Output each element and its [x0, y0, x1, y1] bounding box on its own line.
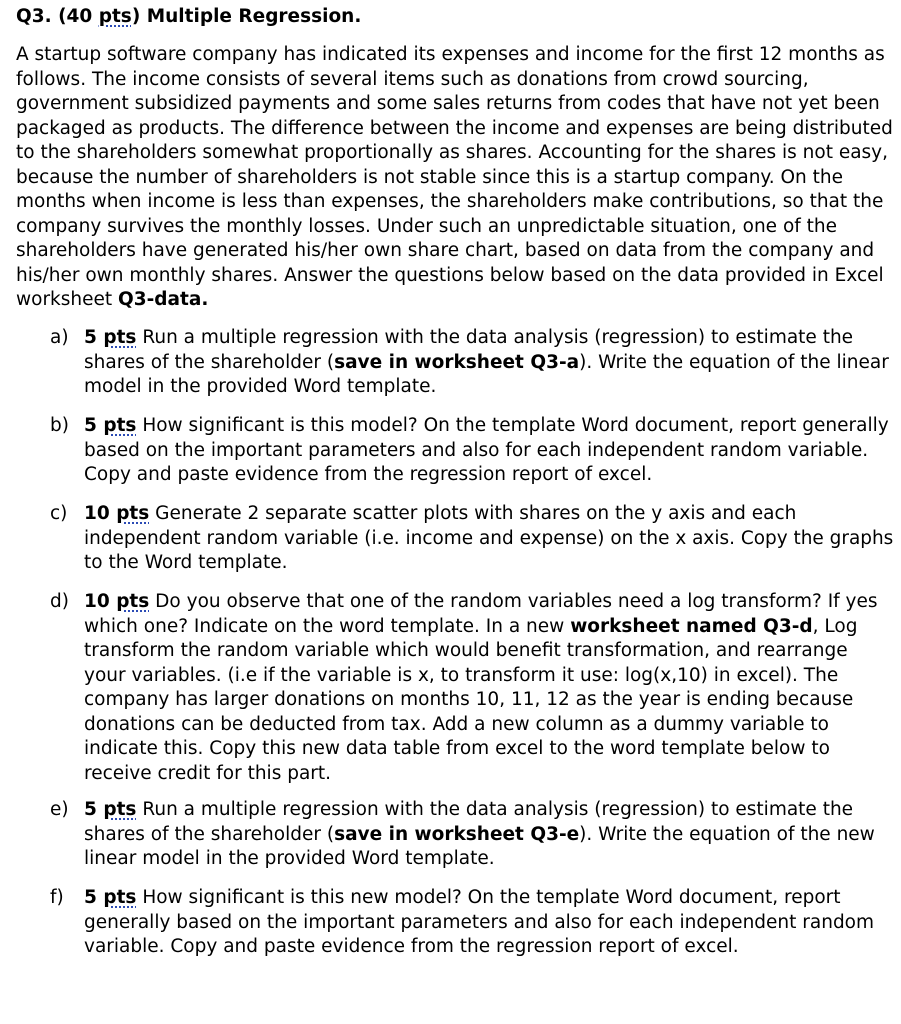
worksheet-name: save in worksheet Q3-e — [334, 823, 580, 845]
question-line: based on the important parameters and also for each independent random variable. — [84, 439, 869, 461]
intro-line — [16, 288, 208, 312]
question-text: Do you observe that one of the random variables need a log transform? If yes — [149, 591, 878, 612]
question-line — [84, 615, 857, 639]
question-text: ). Write the equation of the linear — [579, 351, 889, 373]
intro-line: company survives the monthly losses. Under such an unpredictable situation, one of the — [16, 215, 838, 237]
question-line: model in the provided Word template. — [84, 376, 437, 397]
points-number: 5 — [84, 327, 104, 348]
points-number: 5 — [84, 415, 104, 436]
intro-line: months when income is less than expenses, the shareholders make contributions, so that the — [16, 191, 884, 212]
worksheet-name: Q3-data. — [118, 289, 209, 310]
question-line — [84, 326, 853, 350]
question-text: How significant is this model? On the template Word document, report generally — [136, 415, 889, 436]
worksheet-name: save in worksheet Q3-a — [334, 351, 580, 373]
question-letter: a) — [50, 327, 69, 348]
question-text: , Log — [812, 615, 858, 637]
title-suffix: ) Multiple Regression. — [131, 6, 362, 27]
question-letter: d) — [50, 591, 69, 612]
question-line — [84, 414, 889, 438]
question-line: linear model in the provided Word template. — [84, 848, 495, 869]
intro-line: government subsidized payments and some sales returns from codes that have not yet been — [16, 93, 880, 114]
question-line: transform the random variable which would benefit transformation, and rearrange — [84, 640, 848, 661]
question-line: indicate this. Copy this new data table from excel to the word template below to — [84, 738, 830, 759]
intro-line: packaged as products. The difference between the income and expenses are being distributed — [16, 117, 893, 139]
intro-line: shareholders have generated his/her own share chart, based on data from the company and — [16, 240, 875, 261]
intro-line: follows. The income consists of several items such as donations from crowd sourcing, — [16, 68, 809, 90]
question-line — [84, 823, 875, 847]
question-letter: f) — [50, 887, 64, 908]
question-text: ). Write the equation of the new — [579, 823, 875, 845]
points-label: pts — [103, 887, 137, 908]
intro-last-text: worksheet — [16, 289, 119, 310]
title-pts: pts — [98, 6, 132, 27]
question-line: variable. Copy and paste evidence from the regression report of excel. — [84, 936, 739, 957]
question-line: company has larger donations on months 10, 11, 12 as the year is ending because — [84, 689, 854, 710]
question-text: How significant is this new model? On the template Word document, report — [136, 887, 841, 908]
intro-line: A startup software company has indicated its expenses and income for the first 12 months as — [16, 44, 885, 65]
intro-line: to the shareholders somewhat proportionally as shares. Accounting for the shares is not easy, — [16, 142, 889, 163]
question-title — [16, 5, 361, 29]
question-text: Generate 2 separate scatter plots with shares on the y axis and each — [149, 503, 797, 524]
question-line: your variables. (i.e if the variable is x, to transform it use: log(x,10) in excel). The — [84, 664, 839, 686]
points-label: pts — [116, 591, 150, 612]
question-line: to the Word template. — [84, 552, 288, 573]
question-text: which one? Indicate on the word template. In a new — [84, 615, 571, 637]
points-number: 5 — [84, 887, 104, 908]
intro-line: because the number of shareholders is not stable since this is a startup company. On the — [16, 166, 844, 188]
points-label: pts — [103, 799, 137, 820]
question-line: independent random variable (i.e. income and expense) on the x axis. Copy the graphs — [84, 527, 894, 549]
points-number: 5 — [84, 799, 104, 820]
points-label: pts — [103, 415, 137, 436]
question-text: shares of the shareholder ( — [84, 823, 335, 845]
question-line — [84, 590, 878, 614]
title-prefix: Q3. (40 — [16, 6, 99, 27]
question-text: shares of the shareholder ( — [84, 351, 335, 373]
points-label: pts — [116, 503, 150, 524]
question-line: generally based on the important parameters and also for each independent random — [84, 911, 875, 933]
question-line — [84, 351, 889, 375]
points-label: pts — [103, 327, 137, 348]
question-text: Run a multiple regression with the data analysis (regression) to estimate the — [136, 327, 854, 348]
question-line — [84, 886, 841, 910]
question-line — [84, 502, 796, 526]
intro-line: his/her own monthly shares. Answer the questions below based on the data provided in Excel — [16, 264, 884, 286]
question-line — [84, 798, 853, 822]
question-text: Run a multiple regression with the data analysis (regression) to estimate the — [136, 799, 854, 820]
question-line: Copy and paste evidence from the regression report of excel. — [84, 464, 653, 485]
question-line: donations can be deducted from tax. Add a new column as a dummy variable to — [84, 713, 829, 735]
points-number: 10 — [84, 591, 117, 612]
question-letter: c) — [50, 503, 68, 524]
question-line: receive credit for this part. — [84, 762, 332, 784]
points-number: 10 — [84, 503, 117, 524]
question-letter: b) — [50, 415, 69, 436]
question-letter: e) — [50, 799, 69, 820]
worksheet-name: worksheet named Q3-d — [570, 615, 813, 637]
